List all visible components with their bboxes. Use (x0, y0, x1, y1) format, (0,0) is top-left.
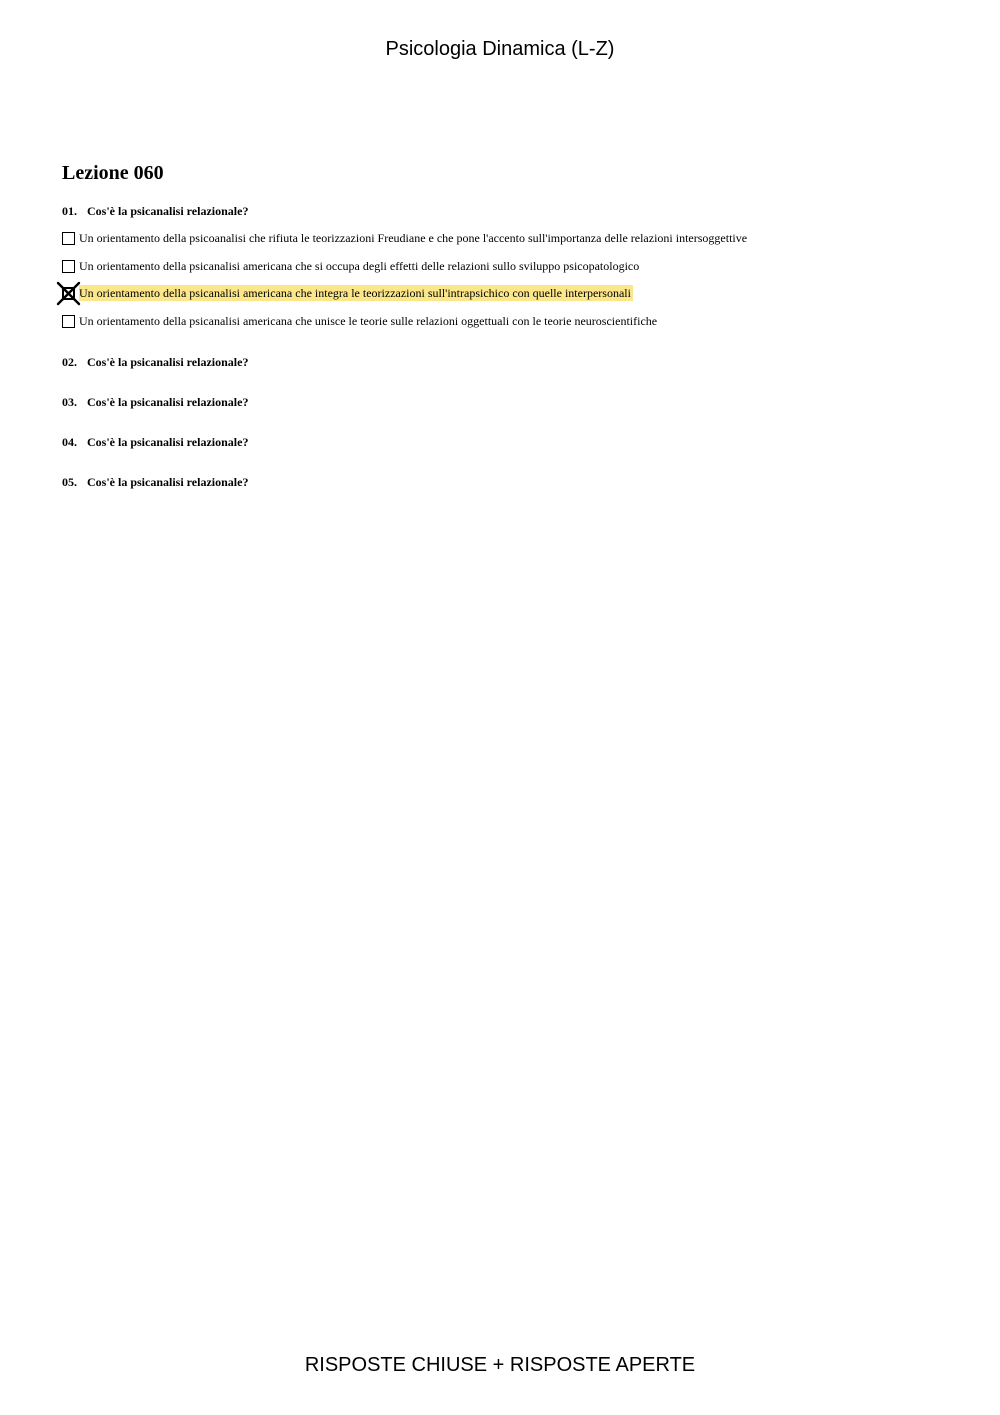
document-footer-title: RISPOSTE CHIUSE + RISPOSTE APERTE (304, 1354, 696, 1376)
answer-text: Un orientamento della psicanalisi americana che si occupa degli effetti delle relazioni sullo sviluppo psicopatologico (79, 259, 640, 273)
question-03 (62, 394, 248, 410)
cross-mark-icon (57, 282, 80, 305)
checkbox-empty-icon[interactable] (62, 260, 75, 273)
answer-option-1[interactable] (62, 230, 749, 246)
answer-option-3-selected[interactable] (62, 285, 633, 301)
question-number: 05. (62, 475, 77, 489)
answer-text: Un orientamento della psicoanalisi che rifiuta le teorizzazioni Freudiane e che pone l'accento sull'importanza delle relazioni intersoggettive (79, 231, 748, 245)
answer-option-4[interactable] (62, 313, 659, 329)
question-number: 03. (62, 395, 77, 409)
question-text: Cos'è la psicanalisi relazionale? (87, 435, 249, 449)
question-01 (62, 203, 248, 219)
answer-option-2[interactable] (62, 258, 641, 274)
question-number: 04. (62, 435, 77, 449)
question-text: Cos'è la psicanalisi relazionale? (87, 355, 249, 369)
checkbox-crossed-icon[interactable] (62, 287, 75, 300)
question-text: Cos'è la psicanalisi relazionale? (87, 204, 249, 218)
question-text: Cos'è la psicanalisi relazionale? (87, 395, 249, 409)
answer-text-highlighted: Un orientamento della psicanalisi americana che integra le teorizzazioni sull'intrapsichico con quelle interpersonali (79, 286, 631, 300)
lesson-title: Lezione 060 (62, 162, 164, 184)
checkbox-empty-icon[interactable] (62, 315, 75, 328)
question-text: Cos'è la psicanalisi relazionale? (87, 475, 249, 489)
question-04 (62, 434, 248, 450)
question-number: 01. (62, 204, 77, 218)
answer-text: Un orientamento della psicanalisi americana che unisce le teorie sulle relazioni oggettuali con le teorie neuroscientifiche (79, 314, 658, 328)
checkbox-empty-icon[interactable] (62, 232, 75, 245)
question-number: 02. (62, 355, 77, 369)
question-02 (62, 354, 248, 370)
document-header-title: Psicologia Dinamica (L-Z) (385, 38, 615, 60)
question-05 (62, 474, 248, 490)
